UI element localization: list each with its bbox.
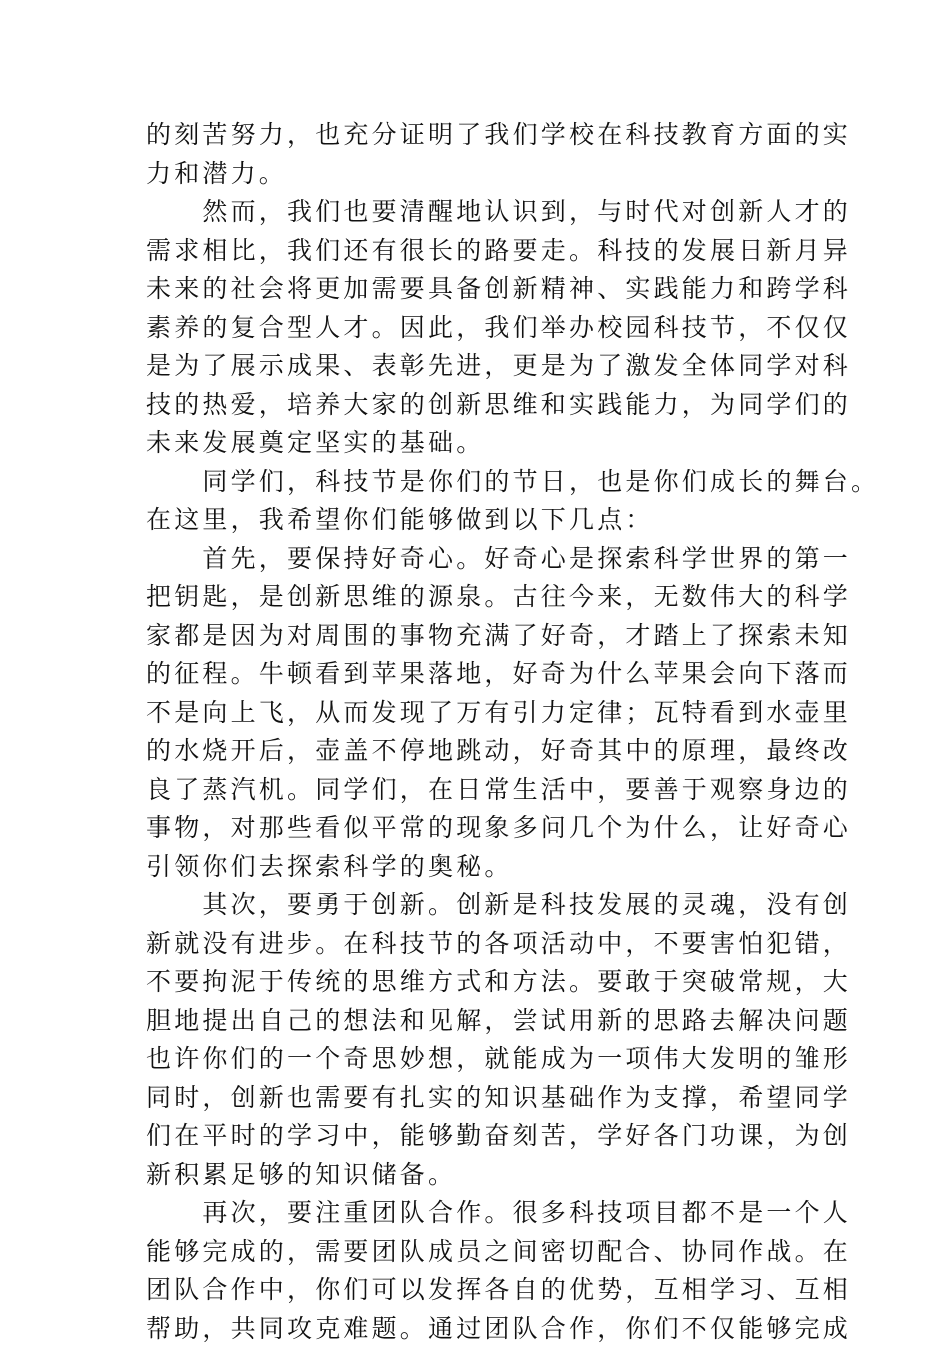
text-line: 们在平时的学习中，能够勤奋刻苦，学好各门功课，为创 xyxy=(146,1117,836,1156)
text-line: 然而，我们也要清醒地认识到，与时代对创新人才的 xyxy=(146,193,836,232)
text-line: 胆地提出自己的想法和见解，尝试用新的思路去解决问题 xyxy=(146,1002,836,1041)
text-line: 的刻苦努力，也充分证明了我们学校在科技教育方面的实 xyxy=(146,116,836,155)
text-line: 再次，要注重团队合作。很多科技项目都不是一个人 xyxy=(146,1194,836,1233)
text-line: 素养的复合型人才。因此，我们举办校园科技节，不仅仅 xyxy=(146,309,836,348)
text-line: 的水烧开后，壶盖不停地跳动，好奇其中的原理，最终改 xyxy=(146,732,836,771)
text-line: 其次，要勇于创新。创新是科技发展的灵魂，没有创 xyxy=(146,886,836,925)
text-line: 未来的社会将更加需要具备创新精神、实践能力和跨学科 xyxy=(146,270,836,309)
text-line: 首先，要保持好奇心。好奇心是探索科学世界的第一 xyxy=(146,540,836,579)
text-line: 的征程。牛顿看到苹果落地，好奇为什么苹果会向下落而 xyxy=(146,655,836,694)
text-line: 未来发展奠定坚实的基础。 xyxy=(146,424,836,463)
text-line: 事物，对那些看似平常的现象多问几个为什么，让好奇心 xyxy=(146,809,836,848)
text-line: 力和潜力。 xyxy=(146,155,836,194)
text-line: 需求相比，我们还有很长的路要走。科技的发展日新月异 xyxy=(146,232,836,271)
text-line: 同时，创新也需要有扎实的知识基础作为支撑，希望同学 xyxy=(146,1079,836,1118)
text-line: 新就没有进步。在科技节的各项活动中，不要害怕犯错， xyxy=(146,925,836,964)
text-line: 能够完成的，需要团队成员之间密切配合、协同作战。在 xyxy=(146,1233,836,1272)
text-line: 引领你们去探索科学的奥秘。 xyxy=(146,848,836,887)
text-line: 技的热爱，培养大家的创新思维和实践能力，为同学们的 xyxy=(146,386,836,425)
text-line: 家都是因为对周围的事物充满了好奇，才踏上了探索未知 xyxy=(146,617,836,656)
text-line: 新积累足够的知识储备。 xyxy=(146,1156,836,1195)
text-line: 团队合作中，你们可以发挥各自的优势，互相学习、互相 xyxy=(146,1271,836,1310)
speech-text-block xyxy=(146,116,836,1348)
text-line: 同学们，科技节是你们的节日，也是你们成长的舞台。 xyxy=(146,463,836,502)
text-line: 把钥匙，是创新思维的源泉。古往今来，无数伟大的科学 xyxy=(146,578,836,617)
text-line: 在这里，我希望你们能够做到以下几点： xyxy=(146,501,836,540)
text-line: 良了蒸汽机。同学们，在日常生活中，要善于观察身边的 xyxy=(146,771,836,810)
text-line: 不是向上飞，从而发现了万有引力定律；瓦特看到水壶里 xyxy=(146,694,836,733)
text-line: 不要拘泥于传统的思维方式和方法。要敢于突破常规，大 xyxy=(146,963,836,1002)
text-line: 帮助，共同攻克难题。通过团队合作，你们不仅能够完成 xyxy=(146,1310,836,1348)
text-line: 是为了展示成果、表彰先进，更是为了激发全体同学对科 xyxy=(146,347,836,386)
text-line: 也许你们的一个奇思妙想，就能成为一项伟大发明的雏形 xyxy=(146,1040,836,1079)
